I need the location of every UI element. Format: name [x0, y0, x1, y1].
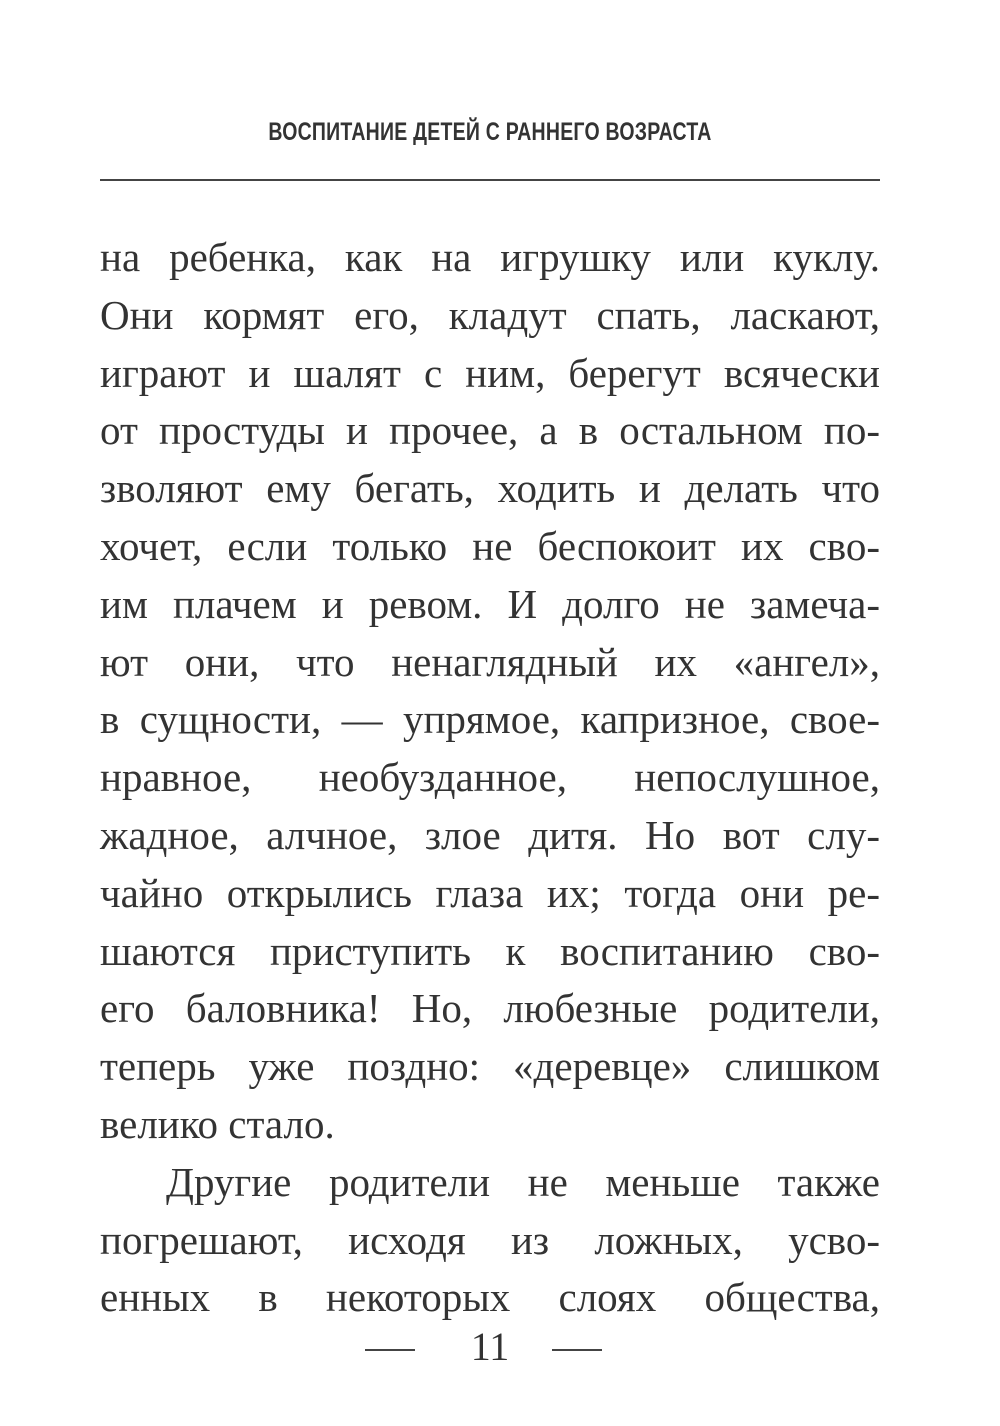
- footer-dash-right: [552, 1349, 602, 1351]
- text-line: на ребенка, как на игрушку или куклу.: [100, 234, 880, 280]
- text-line: енных в некоторых слоях общества,: [100, 1274, 880, 1321]
- text-line: хочет, если только не беспокоит их сво-: [100, 522, 880, 569]
- text-line: зволяют ему бегать, ходить и делать что: [100, 465, 880, 512]
- page-number: 11: [470, 1324, 510, 1369]
- text-line: велико стало.: [100, 1100, 335, 1147]
- running-header: ВОСПИТАНИЕ ДЕТЕЙ С РАННЕГО ВОЗРАСТА: [268, 118, 712, 146]
- paragraph-first-line: Другие родители не меньше также: [166, 1158, 880, 1205]
- text-line: чайно открылись глаза их; тогда они ре-: [100, 869, 880, 916]
- text-line: погрешают, исходя из ложных, усво-: [100, 1216, 880, 1263]
- text-line: нравное, необузданное, непослушное,: [100, 754, 880, 801]
- body-text: [100, 229, 880, 1327]
- header-divider: [100, 179, 880, 181]
- text-line: шаются приступить к воспитанию сво-: [100, 927, 880, 974]
- text-line: играют и шалят с ним, берегут всячески: [100, 349, 880, 396]
- text-line: жадное, алчное, злое дитя. Но вот слу-: [100, 811, 880, 858]
- page-footer: [0, 1322, 1000, 1372]
- text-line: теперь уже поздно: «деревце» слишком: [100, 1043, 880, 1090]
- text-line: Они кормят его, кладут спать, ласкают,: [100, 291, 880, 338]
- text-line: им плачем и ревом. И долго не замеча-: [100, 580, 880, 627]
- text-line: его баловника! Но, любезные родители,: [100, 985, 880, 1032]
- text-line: в сущности, — упрямое, капризное, свое-: [100, 696, 880, 743]
- text-line: ют они, что ненаглядный их «ангел»,: [100, 638, 880, 685]
- footer-dash-left: [365, 1349, 415, 1351]
- text-line: от простуды и прочее, а в остальном по-: [100, 407, 880, 454]
